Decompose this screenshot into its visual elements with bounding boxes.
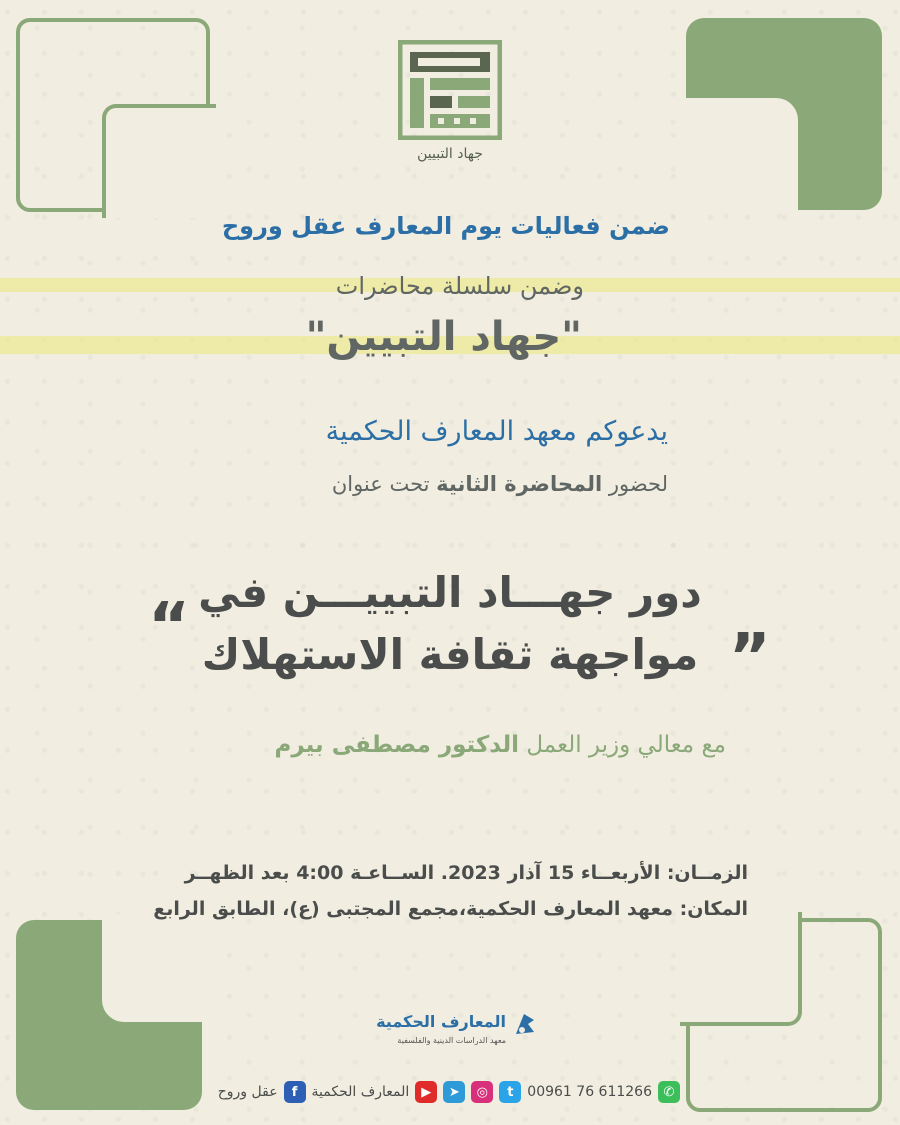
facebook-icon[interactable]: f [284,1081,306,1103]
speaker-name: الدكتور مصطفى بيرم [274,732,520,758]
footer-handle-institute: المعارف الحكمية [311,1084,410,1100]
event-place: المكان: معهد المعارف الحكمية،مجمع المجتبى (ع)، الطابق الرابع [153,898,748,920]
speaker-prefix: مع معالي وزير العمل [519,732,726,758]
lecture-intro-a: لحضور [602,472,668,496]
twitter-icon[interactable]: t [499,1081,521,1103]
kufic-logo-icon [398,40,502,140]
instagram-icon[interactable]: ◎ [471,1081,493,1103]
open-quote-mark: „ [730,586,773,660]
whatsapp-icon[interactable]: ✆ [658,1081,680,1103]
institute-emblem-icon [512,1010,538,1038]
lecture-intro-c: تحت عنوان [331,472,437,496]
institute-logo [368,1008,538,1054]
lecture-title-line2: مواجهة ثقافة الاستهلاك [201,630,699,679]
institute-subtitle: معهد الدراسات الدينية والفلسفية [397,1036,506,1045]
youtube-icon[interactable]: ▶ [415,1081,437,1103]
lecture-intro-b: المحاضرة الثانية [436,472,603,496]
close-quote-mark: “ [148,590,191,664]
lecture-title-line1: دور جهـــاد التبييـــن في [198,568,702,617]
institute-name: المعارف الحكمية [376,1012,506,1031]
telegram-icon[interactable]: ➤ [443,1081,465,1103]
speaker-line [275,732,727,758]
footer-handle-aql: عقل وروح [217,1084,278,1100]
logo-caption: جهاد التبيين [417,146,483,162]
contact-phone: 00961 76 611266 [527,1084,652,1100]
institute-invitation: يدعوكم معهد المعارف الحكمية [325,416,668,447]
jihad-tabyin-logo [396,40,504,162]
event-intro: ضمن فعاليات يوم المعارف عقل وروح [221,212,670,240]
series-title: "جهاد التبيين" [305,314,582,360]
event-time: الزمــان: الأربعــاء 15 آذار 2023. الســاعـة 4:00 بعد الظهــر [184,862,748,884]
lecture-intro [332,472,668,496]
series-intro: وضمن سلسلة محاضرات [335,272,584,300]
contact-footer [215,1080,680,1104]
